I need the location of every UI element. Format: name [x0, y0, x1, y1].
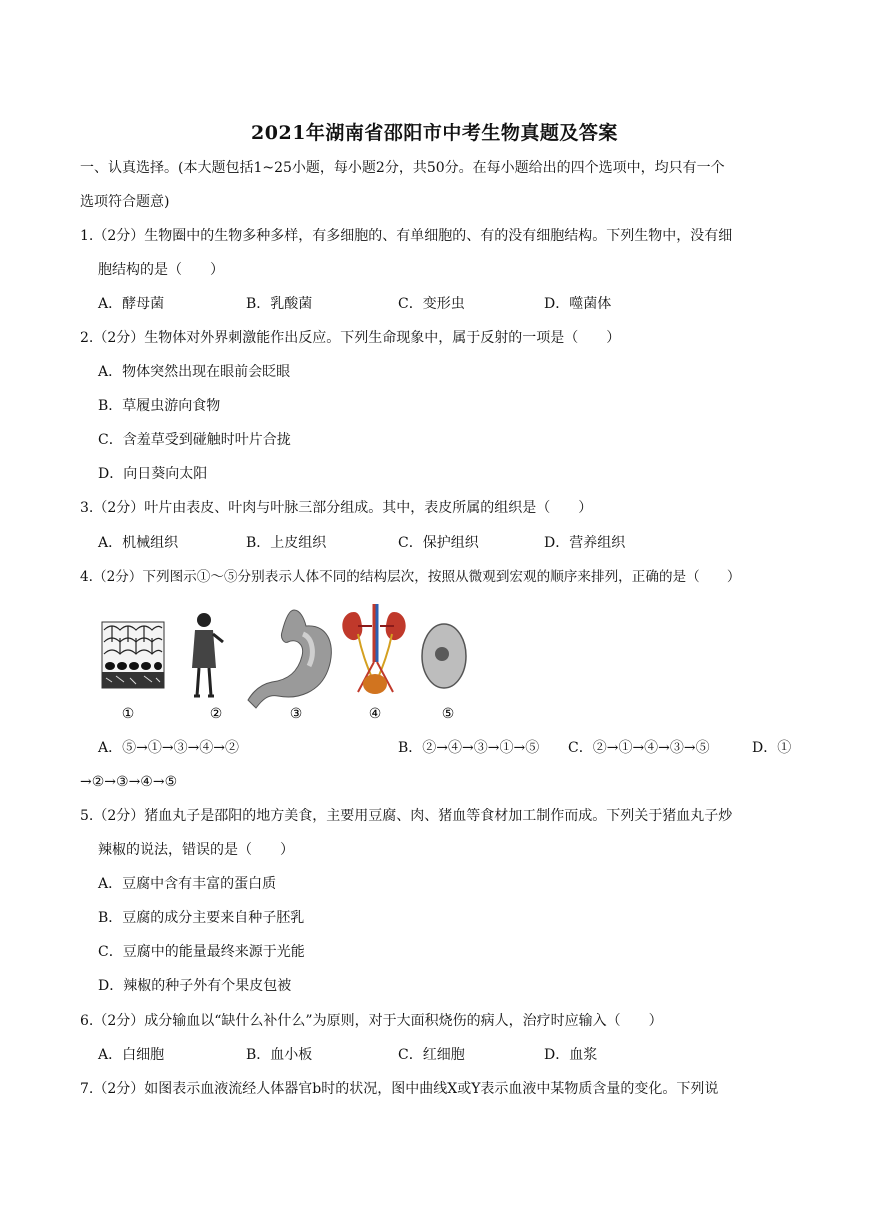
question-5-option-d: D．辣椒的种子外有个果皮包被 [98, 978, 292, 994]
question-3-option-c: C．保护组织 [398, 535, 479, 551]
urinary-system-illustration [342, 604, 405, 694]
question-4-text: 4.（2分）下列图示①～⑤分别表示人体不同的结构层次，按照从微观到宏观的顺序来排列，正确的是（ ） [80, 569, 741, 585]
question-2-option-a: A．物体突然出现在眼前会眨眼 [98, 364, 291, 380]
question-1-option-a: A．酵母菌 [98, 296, 165, 312]
section-instructions-line2: 选项符合题意) [80, 194, 170, 210]
figure-label-1: ① [121, 706, 135, 722]
question-5-option-b: B．豆腐的成分主要来自种子胚乳 [98, 910, 305, 926]
question-3-option-a: A．机械组织 [98, 535, 179, 551]
figure-label-4: ④ [368, 706, 382, 722]
cell-illustration [422, 624, 466, 688]
question-2-option-b: B．草履虫游向食物 [98, 398, 221, 414]
question-6-option-c: C．红细胞 [398, 1047, 465, 1063]
question-5-text-cont: 辣椒的说法，错误的是（ ） [98, 842, 294, 858]
page-title: 2021年湖南省邵阳市中考生物真题及答案 [251, 122, 618, 144]
question-3-option-d: D．营养组织 [544, 535, 626, 551]
question-5-option-c: C．豆腐中的能量最终来源于光能 [98, 944, 305, 960]
figure-label-3: ③ [289, 706, 303, 722]
question-3-text: 3.（2分）叶片由表皮、叶肉与叶脉三部分组成。其中，表皮所属的组织是（ ） [80, 500, 593, 516]
question-5-text: 5.（2分）猪血丸子是邵阳的地方美食，主要用豆腐、肉、猪血等食材加工制作而成。下列关于猪血丸子炒 [80, 808, 733, 824]
person-illustration [192, 613, 223, 696]
question-6-option-b: B．血小板 [246, 1047, 313, 1063]
question-1-text-cont: 胞结构的是（ ） [98, 262, 224, 278]
question-4-option-d-cont: →②→③→④→⑤ [80, 774, 178, 790]
question-5-option-a: A．豆腐中含有丰富的蛋白质 [98, 876, 277, 892]
question-4-option-a: A．⑤→①→③→④→② [98, 740, 240, 756]
question-6-option-a: A．白细胞 [98, 1047, 165, 1063]
question-4-figure [98, 604, 498, 724]
question-4-option-d: D．① [752, 740, 792, 756]
question-1-option-c: C．变形虫 [398, 296, 465, 312]
question-1-option-b: B．乳酸菌 [246, 296, 313, 312]
question-7-text: 7.（2分）如图表示血液流经人体器官b时的状况，图中曲线X或Y表示血液中某物质含量的变化。下列说 [80, 1081, 719, 1097]
figure-label-2: ② [209, 706, 223, 722]
question-2-option-c: C．含羞草受到碰触时叶片合拢 [98, 432, 291, 448]
question-1-text: 1.（2分）生物圈中的生物多种多样，有多细胞的、有单细胞的、有的没有细胞结构。下列生物中，没有细 [80, 228, 733, 244]
question-4-option-c: C．②→①→④→③→⑤ [568, 740, 710, 756]
question-1-option-d: D．噬菌体 [544, 296, 612, 312]
question-4-option-b: B．②→④→③→①→⑤ [398, 740, 540, 756]
figure-label-5: ⑤ [441, 706, 455, 722]
question-2-text: 2.（2分）生物体对外界刺激能作出反应。下列生命现象中，属于反射的一项是（ ） [80, 330, 621, 346]
stomach-illustration [248, 610, 331, 708]
question-6-text: 6.（2分）成分输血以“缺什么补什么”为原则，对于大面积烧伤的病人，治疗时应输入（ ） [80, 1013, 663, 1029]
question-2-option-d: D．向日葵向太阳 [98, 466, 208, 482]
question-3-option-b: B．上皮组织 [246, 535, 327, 551]
tissue-illustration [102, 622, 164, 688]
question-6-option-d: D．血浆 [544, 1047, 598, 1063]
section-instructions-line1: 一、认真选择。(本大题包括1~25小题，每小题2分，共50分。在每小题给出的四个选项中，均只有一个 [80, 160, 725, 176]
